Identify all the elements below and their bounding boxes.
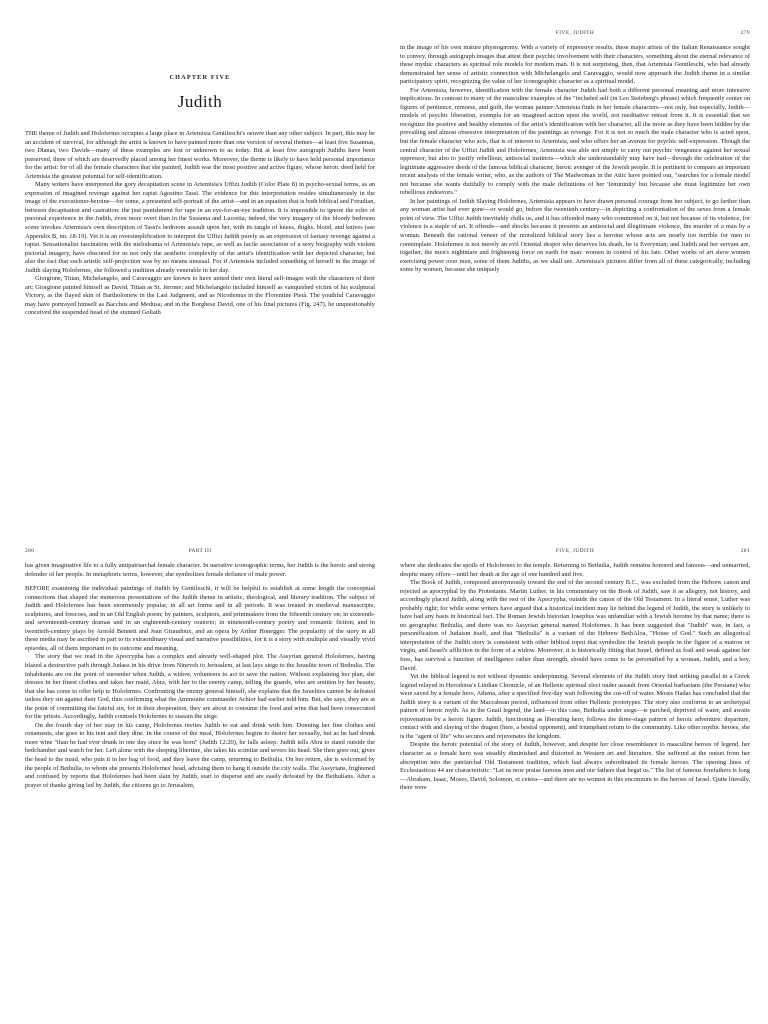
body-text xyxy=(25,562,375,790)
paragraph: On the fourth day of her stay in his camp, Holofernes invites Judith to eat and drink with him. Donning her fine clothes and ornaments, she goes to his tent and they dine. In the course of the meal, Holofernes begins to desire her sexually, but as he had drunk more wine "than he had ever drunk in one day since he was born" (Judith 12:20), he falls asleep. Judith tells Abra to stand outside the bedchamber and watch for her. Left alone with the sleeping libertine, she takes his scimitar and severs his head. She then goes out, gives the head to the maid, who puts it in her bag of food, and they leave the camp, returning to Bethulia. On her return, she is welcomed by the people of Bethulia, to whom she presents Holofernes' head, advising them to hang it outside the city walls. The Assyrians, frightened and confused by reports that Holofernes had been slain by Judith, start to disperse and are easily defeated by the Bethulians. After a prayer of thanks giving led by Judith, the citizens go to Jerusalem, xyxy=(25,721,375,789)
page-number: 280 xyxy=(25,548,35,554)
paragraph: has given imaginative life to a fully antipatriarchal female character. In narrative iconographic terms, her Judith is the heroic and strong defender of her people. In metaphoric terms, however, she symbolizes female defiance of male power. xyxy=(25,562,375,578)
paragraph: Yet the biblical legend is not without dynamic underpinning. Several elements of the Judith story find striking parallel in a Greek legend relayed in Herodotus's Lindian Chronicle, of an Hellenic spiritual elect under assault from Oriental barbarians (the Persians) who were saved by a female hero, Athena, after a specified five-day wait following the cut-off of water. Moses Hadas has concluded that the Judith story is a variant of the Maccabean period, influenced from other Hellenic prototypes. The story also conforms to an archetypal pattern of heroic myth. As in the Gnail legend, the land—in this case, Bethulia under siege—is parched, deprived of water, and awaits rejuvenation by a heroic figure. Judith, functioning as liberating hero, follows the three-stage pattern of heroic adventure: departure, contact with and slaying of the dragon (here, a bestial opponent), and triumphant return to the community. Like other mythic heroes, she is the "agent of life" who secures and rejuvenates the kingdom. xyxy=(400,673,750,740)
page-number: 279 xyxy=(740,30,750,36)
page-right-281 xyxy=(400,548,750,1018)
running-head xyxy=(25,548,375,562)
paragraph: Giorgione, Titian, Michelangelo, and Caravaggio are known to have united their own literal self-images with the characters of their art: Giorgione painted himself as David, Titian as St. Jerome; and Michelangelo included himself as vanquished victim of his sculptural Victory, as the flayed skin of Bartholomew in the Last Judgment, and as Nicodemus in the Florentine Pietà. The youthful Caravaggio may have portrayed himself as Bacchus and Medusa; and in the Borghese David, one of his final pictures (Fig. 247), he unquestionably conceived the suspended head of the stunned Goliath xyxy=(25,275,375,317)
spread-divider xyxy=(0,527,768,537)
chapter-title: Judith xyxy=(177,92,223,111)
running-head-title: PART III xyxy=(188,548,212,554)
paragraph: The story that we read in the Apocrypha has a complex and already well-shaped plot. The Assyrian general Holofernes, having blazed a destructive path through Judaea in his drive from Nineveh to Jerusalem, at last lays siege to the Israelite town of Bethulia. The inhabitants are on the point of surrender when Judith, a widow, volunteers to act to save the nation. Without explaining her plan, she dresses in her finest clothes and takes her maid, Abra, with her to the enemy camp, telling the guards, who are smitten by her beauty, that she has come to offer help to Holofernes. Confronting the enemy general himself, she explains that the Israelites cannot be defeated unless they sin against their God, thus confirming what the Ammonite commander Achior had earlier told him. But, she says, they are at the point of committing the fateful sin, for in their desperation, they are about to consume the food and wine that had been consecrated for the priests. Accordingly, Judith counsels Holofernes to sustain the siege. xyxy=(25,653,375,721)
chapter-label: CHAPTER FIVE xyxy=(169,74,231,81)
paragraph: For Artemisia, however, identification with the female character Judith had both a different personal meaning and more intensive implications. In contrast to many of the masculine examples of the "included self (in Leo Steinberg's phrase) which frequently center on figures of penitence, remorse, and guilt, the woman painter Artemisia finds in her female characters—not only, but especially, Judith—models of psychic liberation, exempla for an imagined action upon the world, not meditative retreat from it. It is essential that we recognize the positive and healthy elements of the artist's identification with her character, all the more as they have been hidden by the prevailing and almost obsessive interpretation of the paintings as revenge. For it is not so much the male character who is acted upon, but the female character who acts, that is of interest to Artemisia, and who offers her an avenue for psychic self-expression. Though the central character of the Uffizi Judith and Holofernes, Artemisia was able not simply to carry out psychic vengeance against her sexual oppressor, but also to justify rebellious, antisocial instincts—which she understandably may have had—through the celebration of the legitimate aggressive deeds of the famous biblical character, heroic avenger of the Jewish people. It is pertinent to compare an important recent analysis of the female writer, who, as the authors of The Madwoman in the Attic have pointed out, "searches for a female model not because she wants dutifully to comply with the male definitions of her 'femininity' but because she must legitimize her own rebellious endeavors." xyxy=(400,86,750,197)
top-page-spread xyxy=(0,30,768,520)
body-text xyxy=(400,562,750,793)
running-head-title: FIVE, JUDITH xyxy=(555,30,595,36)
paragraph: BEFORE examining the individual paintings of Judith by Gentileschi, it will be helpful to establish at some length the conceptual connections that shaped the numerous presentations of the Judith theme in artistic, theological, and literary tradition. The subject of Judith and Holofernes has been enormously popular, in all art forms and in all periods. It was treated in medieval manuscripts, sculptures, and frescoes, and in an Old English poem; by painters, sculptors, and printmakers from the fifteenth century on; in sixteenth- and seventeenth-century dramas and in an eighteenth-century oratorio; in nineteenth-century poetry and romantic fiction; and in twentieth-century plays by Arnold Bennett and Jean Giraudoux, and an opera by Arthur Honegger. The popularity of the story in all these media may be ascribed in part to its extraordinary visual and narrative possibilities, for it is a story with multiple and visually vivid episodes, all of them important to its outcome and meaning. xyxy=(25,585,375,652)
paragraph: Despite the heroic potential of the story of Judith, however, and despite her close resemblance to masculine heroes of legend, her character as a female hero was steadily diminished and distorted in Western art and literature. She suffered at the outset from her absorption into the patriarchal Old Testament tradition, which had always subordinated its female heroes. The opening lines of Ecclesiasticus 44 are characteristic: "Let us now praise famous men and our fathers that begat us." The list of famous forefathers is long—Abraham, Isaac, Moses, David, Solomon, et cetera—and there are no women in this encomium to the heroes of Israel. Quite literally, there were xyxy=(400,741,750,792)
paragraph: Many writers have interpreted the gory decapitation scene in Artemisia's Uffizi Judith (Color Plate 8) in psycho-sexual terms, as an expression of imagined revenge against her rapist Agostino Tassi. The evidence for this interpretation resides simultaneously in the image of the executioner-heroine—for some, a presumed self-portrait of the artist—and in an equation that is both biblical and Freudian, between decapitation and castration: the just punishment for rape in an eye-for-an-eye tradition. It is impossible to ignore the echo of personal experience in the Judith, even more overt than in the Susanna and Lucretia; indeed, the very imagery of the bloody bedroom scene invokes Artemisia's own description of Tassi's bedroom assault upon her, with its tangle of knees, thighs, blood, and knives (see Appendix B, nn. 18-19). Yet it is an oversimplification to interpret the Uffizi Judith purely as an expression of fantasy revenge against a rapist. Sensationalist fascination with the melodrama of Artemisia's rape, as well as facile association of a sexy biography with violent pictorial imagery, have obscured for us not only the aesthetic complexity of the artist's identification with her depicted character, but also the fact that such artistic self-projection was by no means unusual. For if Artemisia included something of herself in the image of Judith slaying Holofernes, she followed a tradition already venerable in her day. xyxy=(25,181,375,274)
page-left-280 xyxy=(25,548,375,1018)
body-text xyxy=(400,44,750,275)
page-number: 281 xyxy=(740,548,750,554)
body-text xyxy=(25,130,375,318)
paragraph: in the image of his own mature physiognomy. With a variety of expressive results, these major artists of the Italian Renaissance sought to convey, through autograph images that attest their psychic involvement with their characters, something about the eternal relevance of these mythic characters as spiritual role models for modern man. It is not surprising, then, that Artemisia Gentileschi, who had already demonstrated her sense of artistic connection with Michelangelo and Caravaggio, would now approach the Judith theme in a similar participatory spirit, recognizing the value of her iconographic character as a spiritual model. xyxy=(400,44,750,86)
page-right-279 xyxy=(400,30,750,520)
running-head-title: FIVE, JUDITH xyxy=(555,548,595,554)
page-left-chapter-opening xyxy=(25,30,375,520)
running-head xyxy=(400,548,750,562)
running-head xyxy=(400,30,750,44)
bottom-page-spread xyxy=(0,548,768,1018)
paragraph: The Book of Judith, composed anonymously toward the end of the second century B.C., was excluded from the Hebrew canon and rejected as apocryphal by the Protestants. Martin Luther, in his commentary on the Book of Judith, saw it as allegory, not history, and accordingly placed Judith, along with the rest of the Apocrypha, outside the canon of the Old Testament. In a literal sense, Luther was probably right; for while some writers have argued that a historical incident may lie behind the legend of Judith, the story is unlikely to have had any basis in historical fact. The Roman Jewish historian Josephus was unfamiliar with a Jewish heroine by that name; there is no geographic Bethulia, and there was no Assyrian general named Holofernes. It has been suggested that "Judith" was, in fact, a personification of Judaism itself, and that "Bethulia" is a variant of the Hebrew BethAloa, "House of God." Such an allegorical interpretation of the Judith story is consistent with other biblical topoi that symbolize the Jewish people in the figure of a matron or virgin, and Israel's affliction in the form of a widow. Moreover, it is historically fitting that Israel, defined as frail and weak against her foes, has survival a function of intelligence rather than strength, should have come to be personified by a woman, Judith, and a boy, David. xyxy=(400,579,750,672)
paragraph: where she dedicates the spoils of Holofernes to the temple. Returning to Bethulia, Judith remains honored and famous—and unmarried, despite many offers—until her death at the age of one hundred and five. xyxy=(400,562,750,578)
paragraph: THE theme of Judith and Holofernes occupies a large place in Artemisia Gentileschi's oeuvre than any other subject. In part, this may be an accident of survival, for although the artist is known to have painted more than one version of several themes—at least five Susannas, two Dianas, two Davids—many of these examples are lost or unknown to us today. But at least five autograph Judiths have been preserved, three of which are deservedly placed among her finest works. Moreover, the theme is likely to have held personal importance for the artist: for of all the female characters that she painted, Judith was the most positive and active figure, whose heroic deed held for Artemisia the greatest potential for self-identification. xyxy=(25,130,375,180)
paragraph: In her paintings of Judith Slaying Holofernes, Artemisia appears to have drawn personal courage from her subject, to go farther than any woman artist had ever gone—or would go, before the twentieth century—in depicting a confrontation of the sexes from a female point of view. The Uffizi Judith inevitably chills us, and it has offended many who commented on it, but not because of its violence, for violence is a staple of art. It offends—and shocks because it presents an antisocial and illegitimate violence, the murder of a man by a woman. Beneath the rational veneer of the moralized biblical story lies a heroine whose acts are nearly too terrible for men to contemplate. Holofernes is not merely an evil Oriental despot who deserves his death, he is Everyman; and Judith and her servant are, together, the men's nightmare and frightening force on earth for man: women in control of his fate. Other works of art show women exercising power over men, some of them Judiths, as we shall see. Artemisia's pictures differ from all of these categorically, including some by women, because she uniquely xyxy=(400,197,750,274)
